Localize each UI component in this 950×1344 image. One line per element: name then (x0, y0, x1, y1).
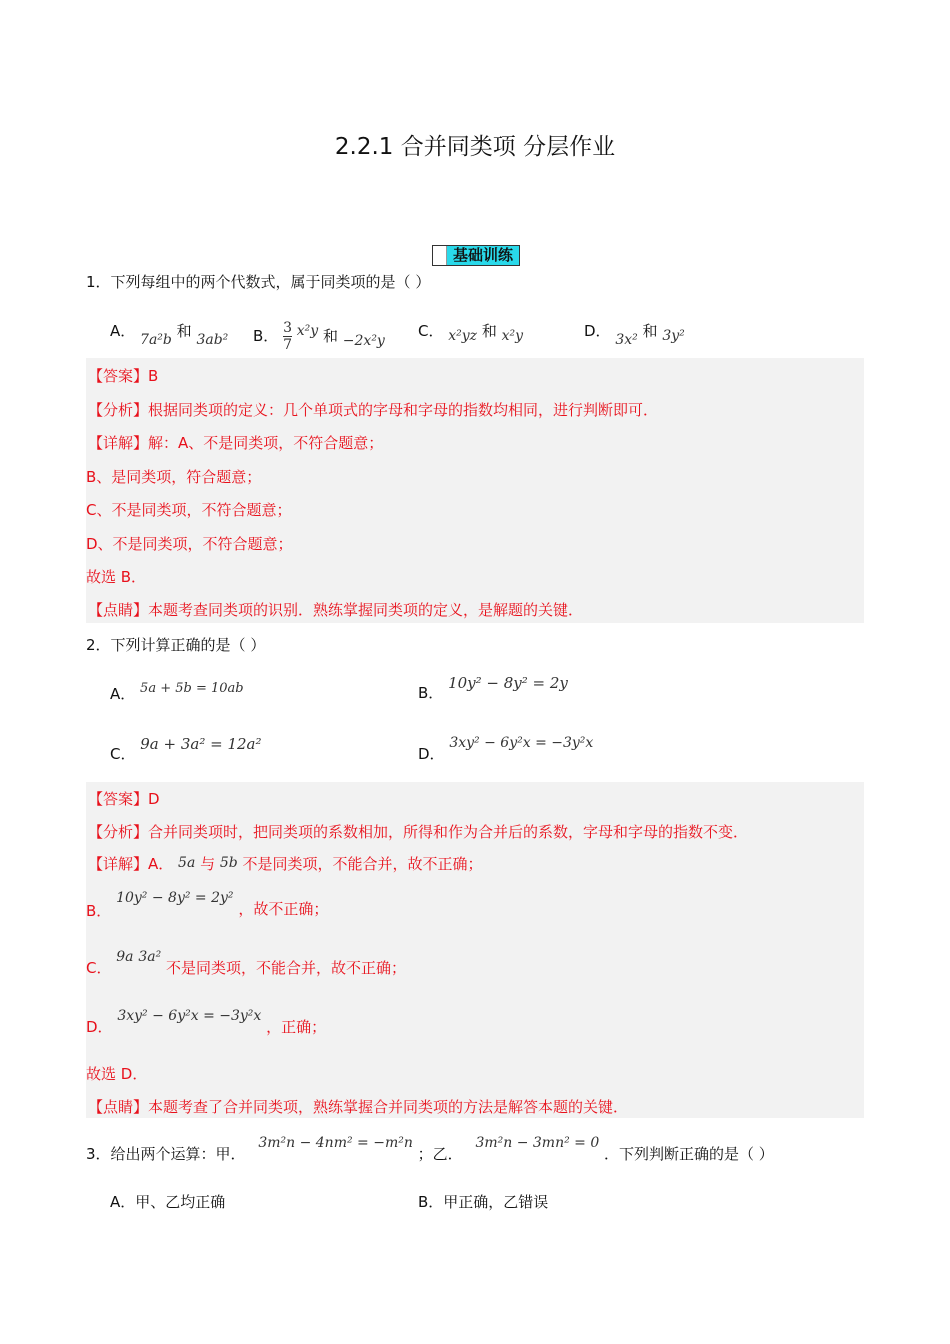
q2-option-c-letter: C． (110, 745, 136, 763)
q2-detail-d (86, 1004, 327, 1036)
q2-detail-b-prefix: B． (86, 902, 112, 920)
q3-expr-yi: 3m²n − 3mn² = 0 (475, 1135, 600, 1151)
q2-option-a (110, 676, 244, 703)
q2-option-d-expr: 3xy² − 6y²x = −3y²x (449, 735, 594, 751)
q1-option-d-letter: D． (584, 322, 611, 340)
q2-detail-a-text: 不是同类项，不能合并，故不正确； (242, 855, 483, 873)
q1-detail-line: D、不是同类项，不符合题意； (86, 535, 293, 553)
q3-expr-jia: 3m²n − 4nm² = −m²n (258, 1135, 413, 1151)
q2-option-d (418, 731, 594, 763)
q3-stem (86, 1131, 774, 1163)
q2-option-d-letter: D． (418, 745, 445, 763)
q1-option-b-fraction (283, 320, 292, 353)
q1-option-c-expr1: x²yz (448, 328, 478, 344)
q1-option-a-letter: A． (110, 322, 136, 340)
q3-option-a-text: 甲、乙均正确 (135, 1193, 226, 1211)
q1-option-b-and: 和 (322, 327, 338, 345)
q3-option-b-letter: B． (418, 1193, 444, 1211)
q3-option-b-text: 甲正确，乙错误 (443, 1193, 549, 1211)
q2-detail-d-expr: 3xy² − 6y²x = −3y²x (117, 1008, 262, 1024)
q2-comment: 【点睛】本题考查了合并同类项，熟练掌握合并同类项的方法是解答本题的关键． (88, 1098, 629, 1116)
q2-option-a-letter: A． (110, 685, 136, 703)
q1-option-b-expr2: −2x²y (342, 333, 385, 349)
q2-detail-d-text: ，正确； (266, 1018, 327, 1036)
q1-option-d-expr2: 3y² (662, 328, 685, 344)
q1-option-d-and: 和 (642, 322, 658, 340)
section-label-text: 基础训练 (447, 246, 519, 265)
q2-answer: 【答案】D (88, 790, 160, 808)
q1-solution-panel (86, 358, 864, 623)
q1-option-b-numerator: 3 (283, 320, 292, 336)
q1-detail-line: C、不是同类项，不符合题意； (86, 501, 292, 519)
q2-detail-d-prefix: D． (86, 1018, 113, 1036)
q1-detail-line: B、是同类项，符合题意； (86, 468, 262, 486)
q1-option-b (253, 320, 385, 353)
q3-option-b (418, 1191, 548, 1212)
q3-stem-suffix: ．下列判断正确的是（ ） (604, 1145, 774, 1163)
q1-option-c (418, 320, 524, 344)
q1-stem: 1．下列每组中的两个代数式，属于同类项的是（ ） (86, 273, 431, 291)
q2-detail-c-text: 不是同类项，不能合并，故不正确； (165, 959, 406, 977)
q1-option-c-expr2: x²y (501, 328, 524, 344)
q1-answer: 【答案】B (88, 367, 159, 385)
q3-option-a (110, 1191, 225, 1212)
q2-detail-prefix: 【详解】A． (88, 855, 174, 873)
q1-comment: 【点睛】本题考查同类项的识别．熟练掌握同类项的定义，是解题的关键． (88, 601, 584, 619)
page-title: 2.2.1 合并同类项 分层作业 (334, 134, 616, 160)
q2-option-b-expr: 10y² − 8y² = 2y (448, 674, 568, 692)
q1-option-d (584, 320, 685, 348)
q1-option-b-letter: B． (253, 327, 279, 345)
q2-detail-a-mid: 与 (200, 855, 216, 873)
q2-option-c (110, 733, 262, 763)
q1-detail-line: 【详解】解：A、不是同类项，不符合题意； (88, 434, 384, 452)
q1-detail-line: 故选 B． (86, 568, 147, 586)
q3-option-a-letter: A． (110, 1193, 136, 1211)
q1-analysis: 【分析】根据同类项的定义：几个单项式的字母和字母的指数均相同，进行判断即可． (88, 401, 659, 419)
q1-option-b-expr1: x²y (296, 323, 319, 339)
q2-detail-c-prefix: C． (86, 959, 112, 977)
q1-option-a-expr1: 7a²b (140, 332, 172, 348)
q2-stem: 2．下列计算正确的是（ ） (86, 636, 266, 654)
q1-option-c-and: 和 (481, 322, 497, 340)
section-label (432, 245, 520, 266)
q2-detail-b-expr: 10y² − 8y² = 2y² (116, 890, 234, 906)
section-label-box (433, 246, 447, 265)
q1-option-a-and: 和 (176, 322, 192, 340)
q1-option-a-expr2: 3ab² (196, 332, 229, 348)
q2-detail-a-expr1: 5a (178, 855, 196, 871)
q1-option-d-expr1: 3x² (615, 332, 638, 348)
q2-conclusion: 故选 D． (86, 1065, 148, 1083)
q3-stem-mid: ；乙． (417, 1145, 463, 1163)
q2-option-a-expr: 5a + 5b = 10ab (140, 681, 244, 696)
q2-detail-a-expr2: 5b (219, 855, 238, 871)
q2-solution-panel (86, 782, 864, 1118)
q1-option-a (110, 320, 229, 348)
q2-option-c-expr: 9a + 3a² = 12a² (140, 735, 262, 753)
q3-stem-prefix: 3．给出两个运算：甲． (86, 1145, 246, 1163)
q2-option-b-letter: B． (418, 684, 444, 702)
q2-option-b (418, 672, 568, 702)
q1-option-b-denominator: 7 (283, 337, 292, 353)
q2-detail-a (88, 853, 483, 874)
q2-detail-c-expr2: 3a² (138, 949, 162, 965)
q2-detail-c-expr1: 9a (116, 949, 134, 965)
q2-detail-b (86, 886, 329, 920)
q2-detail-c (86, 945, 406, 977)
q2-detail-b-text: ，故不正确； (238, 900, 329, 918)
q1-option-c-letter: C． (418, 322, 444, 340)
q2-analysis: 【分析】合并同类项时，把同类项的系数相加，所得和作为合并后的系数，字母和字母的指数不变． (88, 823, 749, 841)
